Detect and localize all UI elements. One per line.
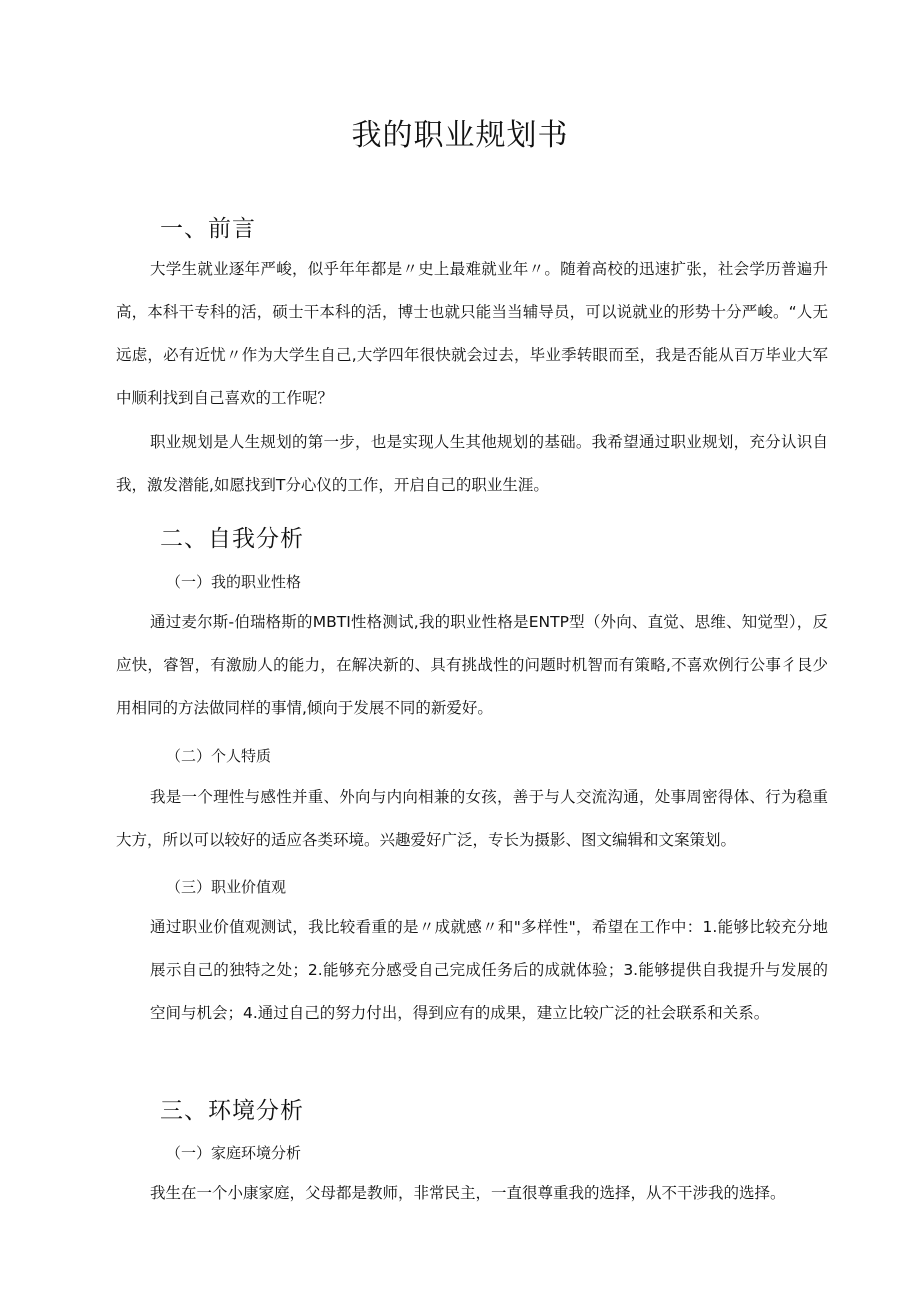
- paragraph-personal-traits: 我是一个理性与感性并重、外向与内向相兼的女孩，善于与人交流沟通，处事周密得体、行为稳重大方，所以可以较好的适应各类环境。兴趣爱好广泛，专长为摄影、图文编辑和文案策划。: [116, 788, 828, 849]
- paragraph-preface-2: 职业规划是人生规划的第一步，也是实现人生其他规划的基础。我希望通过职业规划，充分认识自我，激发潜能,如愿找到T分心仪的工作，开启自己的职业生涯。: [116, 433, 828, 494]
- section-heading-self-analysis: 二、自我分析: [160, 526, 304, 552]
- paragraph-career-values: 通过职业价值观测试，我比较看重的是〃成就感〃和"多样性"，希望在工作中：1.能够比较充分地展示自己的独特之处；2.能够充分感受自己完成任务后的成就体验；3.能够提供自我提升与发展的空间与机会；4.通过自己的努力付出，得到应有的成果，建立比较广泛的社会联系和关系。: [150, 918, 828, 1022]
- paragraph-family-environment: 我生在一个小康家庭，父母都是教师，非常民主，一直很尊重我的选择，从不干涉我的选择。: [150, 1184, 786, 1202]
- document-title: 我的职业规划书: [351, 118, 569, 153]
- subsection-heading-career-personality: （一）我的职业性格: [166, 573, 302, 591]
- paragraph-preface-1: 大学生就业逐年严峻，似乎年年都是〃史上最难就业年〃。随着高校的迅速扩张，社会学历普遍升高，本科干专科的活，硕士干本科的活，博士也就只能当当辅导员，可以说就业的形势十分严峻。“人无远虑，必有近忧〃作为大学生自己,大学四年很快就会过去，毕业季转眼而至，我是否能从百万毕业大军中顺利找到自己喜欢的工作呢？: [116, 260, 828, 407]
- subsection-heading-career-values: （三）职业价值观: [166, 878, 287, 896]
- section-heading-environment-analysis: 三、环境分析: [160, 1098, 304, 1124]
- subsection-heading-personal-traits: （二）个人特质: [166, 747, 272, 765]
- subsection-heading-family-environment: （一）家庭环境分析: [166, 1144, 302, 1162]
- section-heading-preface: 一、前言: [160, 216, 256, 242]
- paragraph-career-personality: 通过麦尔斯-伯瑞格斯的MBTI性格测试,我的职业性格是ENTP型（外向、直觉、思维、知觉型），反应快，睿智，有激励人的能力，在解决新的、具有挑战性的问题时机智而有策略,不喜欢例行公事彳艮少用相同的方法做同样的事情,倾向于发展不同的新爱好。: [116, 613, 828, 717]
